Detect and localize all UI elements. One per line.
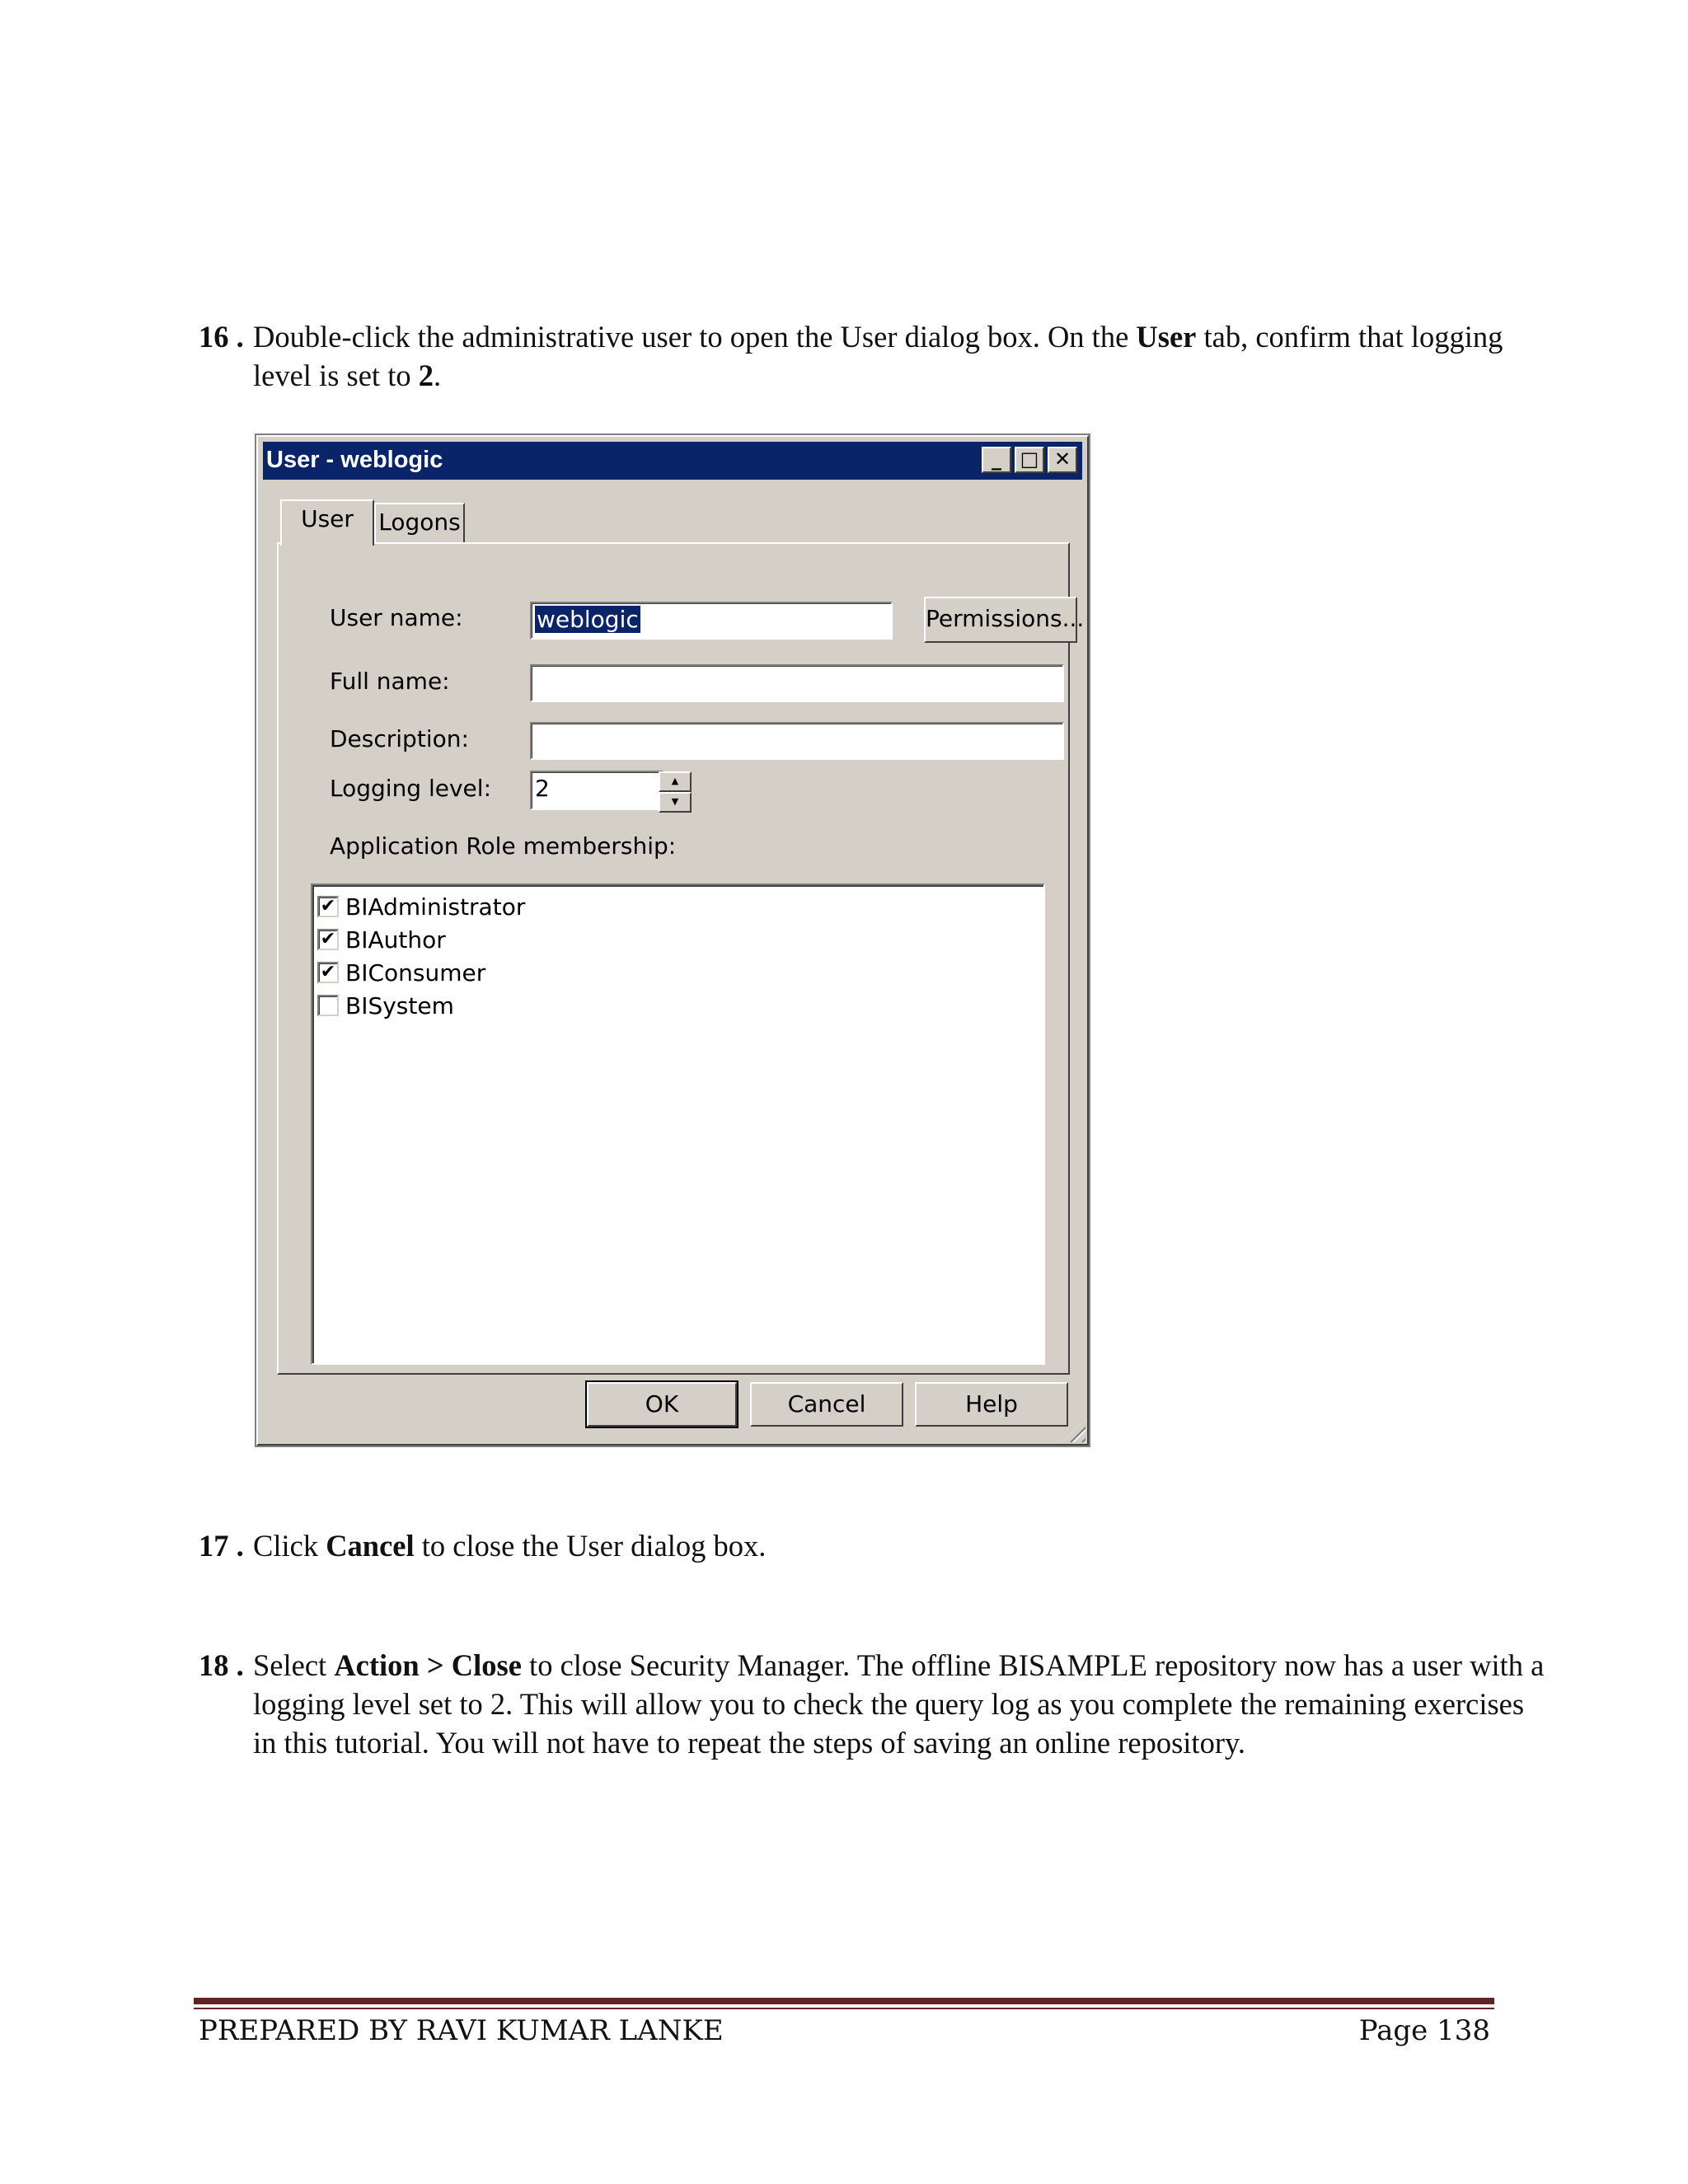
dialog-titlebar bbox=[263, 442, 1082, 480]
list-item[interactable] bbox=[312, 989, 1043, 1022]
footer-rule-thin bbox=[194, 2008, 1494, 2009]
step-text bbox=[253, 317, 1550, 395]
bold-text: User bbox=[1136, 320, 1197, 354]
text-run: . bbox=[433, 359, 442, 392]
list-item[interactable] bbox=[312, 890, 1043, 923]
step-17 bbox=[199, 1526, 1550, 1565]
step-16 bbox=[199, 317, 1550, 395]
stepper-down-icon[interactable]: ▼ bbox=[659, 792, 692, 813]
role-name: BIAdministrator bbox=[345, 893, 526, 921]
bold-text: Action > Close bbox=[334, 1648, 522, 1682]
roles-list[interactable] bbox=[311, 883, 1045, 1365]
step-number: 17 . bbox=[199, 1529, 244, 1563]
minimize-icon[interactable]: _ bbox=[982, 447, 1011, 473]
checkbox[interactable]: ✔ bbox=[317, 896, 339, 917]
ok-button[interactable]: OK bbox=[587, 1382, 737, 1427]
dialog-title: User - weblogic bbox=[266, 447, 443, 473]
step-text bbox=[253, 1646, 1550, 1762]
bold-text: Cancel bbox=[326, 1529, 415, 1563]
step-number: 18 . bbox=[199, 1648, 244, 1682]
help-button[interactable]: Help bbox=[915, 1382, 1068, 1427]
logging-level-stepper[interactable] bbox=[659, 771, 692, 813]
role-name: BIAuthor bbox=[345, 926, 446, 954]
checkbox[interactable]: ✔ bbox=[317, 929, 339, 950]
stepper-up-icon[interactable]: ▲ bbox=[659, 771, 692, 792]
close-icon[interactable]: ✕ bbox=[1048, 447, 1077, 473]
role-name: BISystem bbox=[345, 991, 454, 1019]
tab-user[interactable]: User bbox=[280, 499, 374, 546]
logging-level-field[interactable]: 2 bbox=[530, 771, 663, 810]
checkbox[interactable]: ✔ bbox=[317, 962, 339, 983]
step-18 bbox=[199, 1646, 1550, 1762]
cancel-button[interactable]: Cancel bbox=[750, 1382, 903, 1427]
bold-text: 2 bbox=[418, 359, 434, 392]
text-run: Select bbox=[253, 1648, 335, 1682]
user-dialog bbox=[256, 435, 1089, 1446]
step-number: 16 . bbox=[199, 320, 244, 354]
user-tab-panel bbox=[277, 542, 1085, 1375]
maximize-icon[interactable]: □ bbox=[1015, 447, 1044, 473]
list-item[interactable] bbox=[312, 956, 1043, 989]
footer-author: PREPARED BY RAVI KUMAR LANKE bbox=[199, 2014, 724, 2047]
permissions-button[interactable]: Permissions... bbox=[924, 597, 1077, 643]
text-run: tab, confirm that logging level is set to bbox=[253, 320, 1503, 392]
text-run: to close the User dialog box. bbox=[414, 1529, 767, 1563]
tab-logons[interactable]: Logons bbox=[374, 503, 465, 542]
user-name-label: User name: bbox=[330, 604, 463, 631]
footer-rule bbox=[194, 1998, 1494, 2004]
role-name: BIConsumer bbox=[345, 958, 486, 987]
list-item[interactable] bbox=[312, 923, 1043, 956]
user-name-value: weblogic bbox=[537, 606, 639, 633]
description-label: Description: bbox=[330, 725, 469, 752]
text-run: to close Security Manager. The offline BISAMPLE repository now has a user with a logging level set to 2. This will allow you to check the query log as you complete the remaining exercises in this tutorial. You will not have to repeat the steps of saving an online repository. bbox=[253, 1648, 1545, 1760]
full-name-label: Full name: bbox=[330, 668, 450, 695]
roles-label: Application Role membership: bbox=[330, 832, 677, 860]
user-name-field[interactable] bbox=[530, 602, 893, 640]
page-number: Page 138 bbox=[1358, 2014, 1490, 2047]
text-run: Double-click the administrative user to open the User dialog box. On the bbox=[253, 320, 1137, 354]
step-text bbox=[253, 1526, 1550, 1565]
text-run: Click bbox=[253, 1529, 326, 1563]
full-name-field[interactable] bbox=[530, 664, 1064, 702]
checkbox[interactable] bbox=[317, 995, 339, 1016]
logging-level-label: Logging level: bbox=[330, 775, 491, 802]
description-field[interactable] bbox=[530, 722, 1064, 760]
